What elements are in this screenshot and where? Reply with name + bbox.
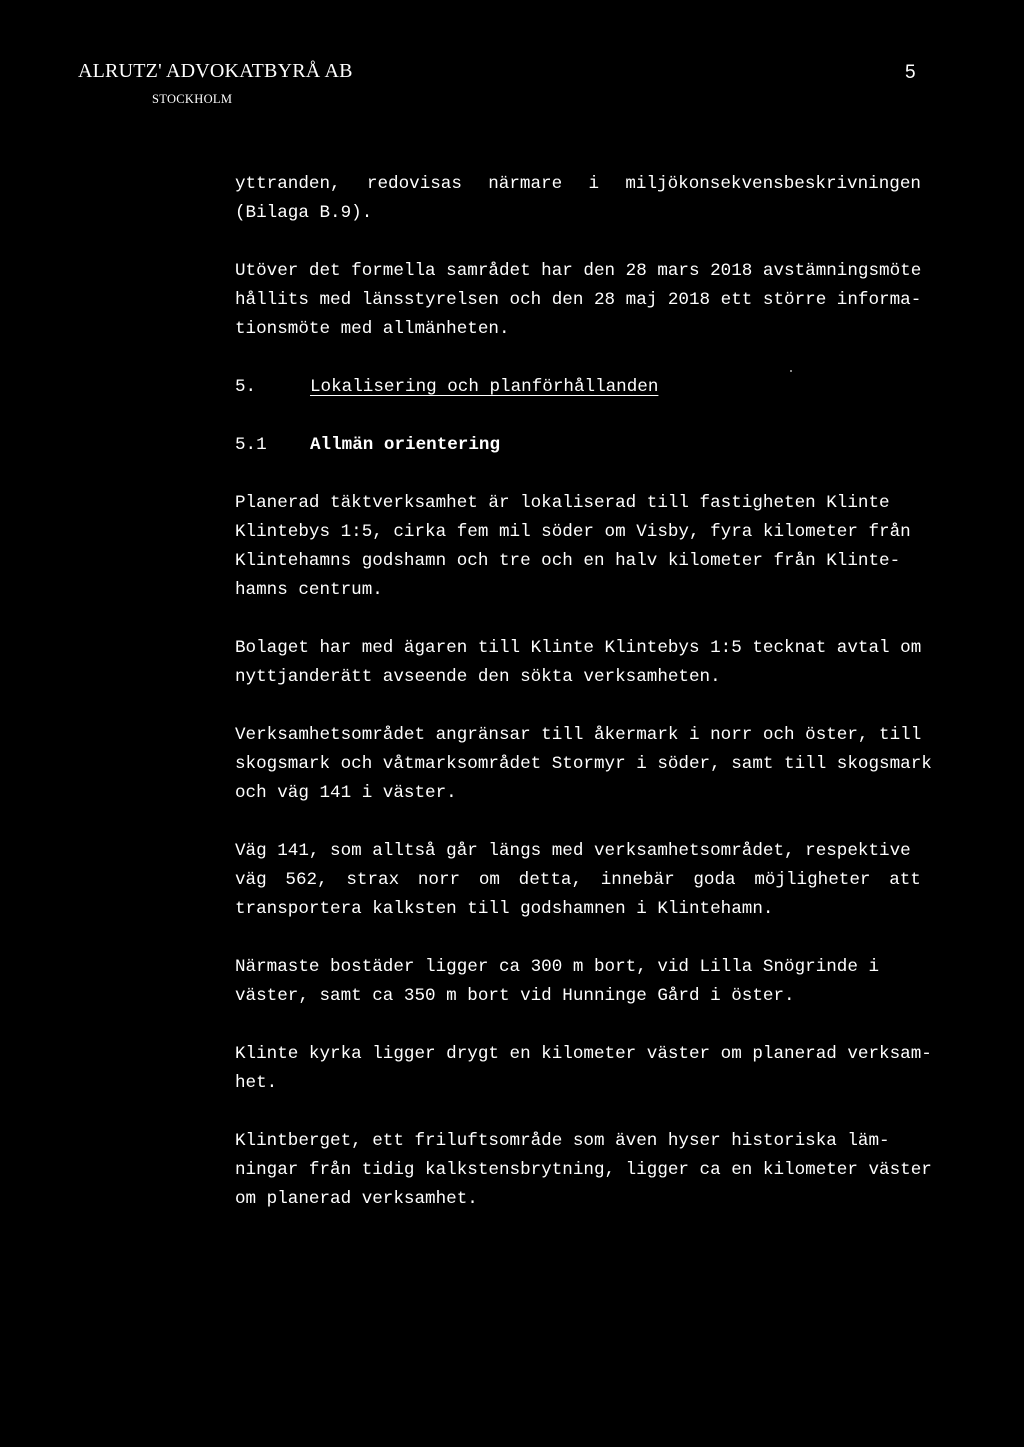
paragraph-3-line: Klintehamns godshamn och tre och en halv kilometer från Klinte- <box>235 551 901 571</box>
paragraph-4-line: nyttjanderätt avseende den sökta verksamheten. <box>235 667 721 687</box>
firm-city: STOCKHOLM <box>152 92 233 106</box>
paragraph-2-line: Utöver det formella samrådet har den 28 mars 2018 avstämningsmöte <box>235 261 922 281</box>
paragraph-3-line: Planerad täktverksamhet är lokaliserad till fastigheten Klinte <box>235 493 890 513</box>
paragraph-5-line: Verksamhetsområdet angränsar till åkermark i norr och öster, till <box>235 725 922 745</box>
paragraph-9-line: ningar från tidig kalkstensbrytning, ligger ca en kilometer väster <box>235 1160 932 1180</box>
paragraph-5-line: skogsmark och våtmarksområdet Stormyr i söder, samt till skogsmark <box>235 754 932 774</box>
section-title: Lokalisering och planförhållanden <box>310 377 659 397</box>
page-number: 5 <box>905 62 916 83</box>
word: strax <box>346 870 400 890</box>
word: om <box>478 870 500 890</box>
word: yttranden, <box>235 174 341 194</box>
paragraph-6-line-3: transportera kalksten till godshamnen i Klintehamn. <box>235 899 774 919</box>
word: norr <box>417 870 461 890</box>
paragraph-9-line: om planerad verksamhet. <box>235 1189 478 1209</box>
paragraph-8-line: Klinte kyrka ligger drygt en kilometer väster om planerad verksam- <box>235 1044 932 1064</box>
word: goda <box>693 870 736 890</box>
firm-name: ALRUTZ' ADVOKATBYRÅ AB <box>78 60 353 82</box>
paragraph-7-line: Närmaste bostäder ligger ca 300 m bort, vid Lilla Snögrinde i <box>235 957 880 977</box>
word: i <box>588 174 600 194</box>
paragraph-4-line: Bolaget har med ägaren till Klinte Klintebys 1:5 tecknat avtal om <box>235 638 922 658</box>
paragraph-2-line: tionsmöte med allmänheten. <box>235 319 510 339</box>
paragraph-5-line: och väg 141 i väster. <box>235 783 457 803</box>
word: miljökonsekvensbeskrivningen <box>625 174 921 194</box>
section-number: 5. <box>235 377 257 397</box>
paragraph-3-line: hamns centrum. <box>235 580 383 600</box>
section-5-heading <box>235 373 921 402</box>
section-number: 5.1 <box>235 435 267 455</box>
word: redovisas <box>366 174 462 194</box>
section-5-1-heading <box>235 431 921 460</box>
word: innebär <box>600 870 675 890</box>
paragraph-1-line-2: (Bilaga B.9). <box>235 203 373 223</box>
paragraph-7-line: väster, samt ca 350 m bort vid Hunninge Gård i öster. <box>235 986 795 1006</box>
word: att <box>889 870 921 890</box>
paragraph-1-line-1 <box>235 170 921 199</box>
paragraph-9-line: Klintberget, ett friluftsområde som även hyser historiska läm- <box>235 1131 890 1151</box>
paragraph-8-line: het. <box>235 1073 278 1093</box>
word: väg <box>235 870 267 890</box>
paragraph-6-line-1: Väg 141, som alltså går längs med verksamhetsområdet, respektive <box>235 841 911 861</box>
word: möjligheter <box>754 870 871 890</box>
word: detta, <box>518 870 583 890</box>
paragraph-3-line: Klintebys 1:5, cirka fem mil söder om Visby, fyra kilometer från <box>235 522 911 542</box>
paragraph-2-line: hållits med länsstyrelsen och den 28 maj 2018 ett större informa- <box>235 290 922 310</box>
section-title: Allmän orientering <box>310 435 501 455</box>
document-body <box>235 170 932 1214</box>
paragraph-6-line-2 <box>235 866 921 895</box>
word: närmare <box>488 174 563 194</box>
word: 562, <box>285 870 328 890</box>
